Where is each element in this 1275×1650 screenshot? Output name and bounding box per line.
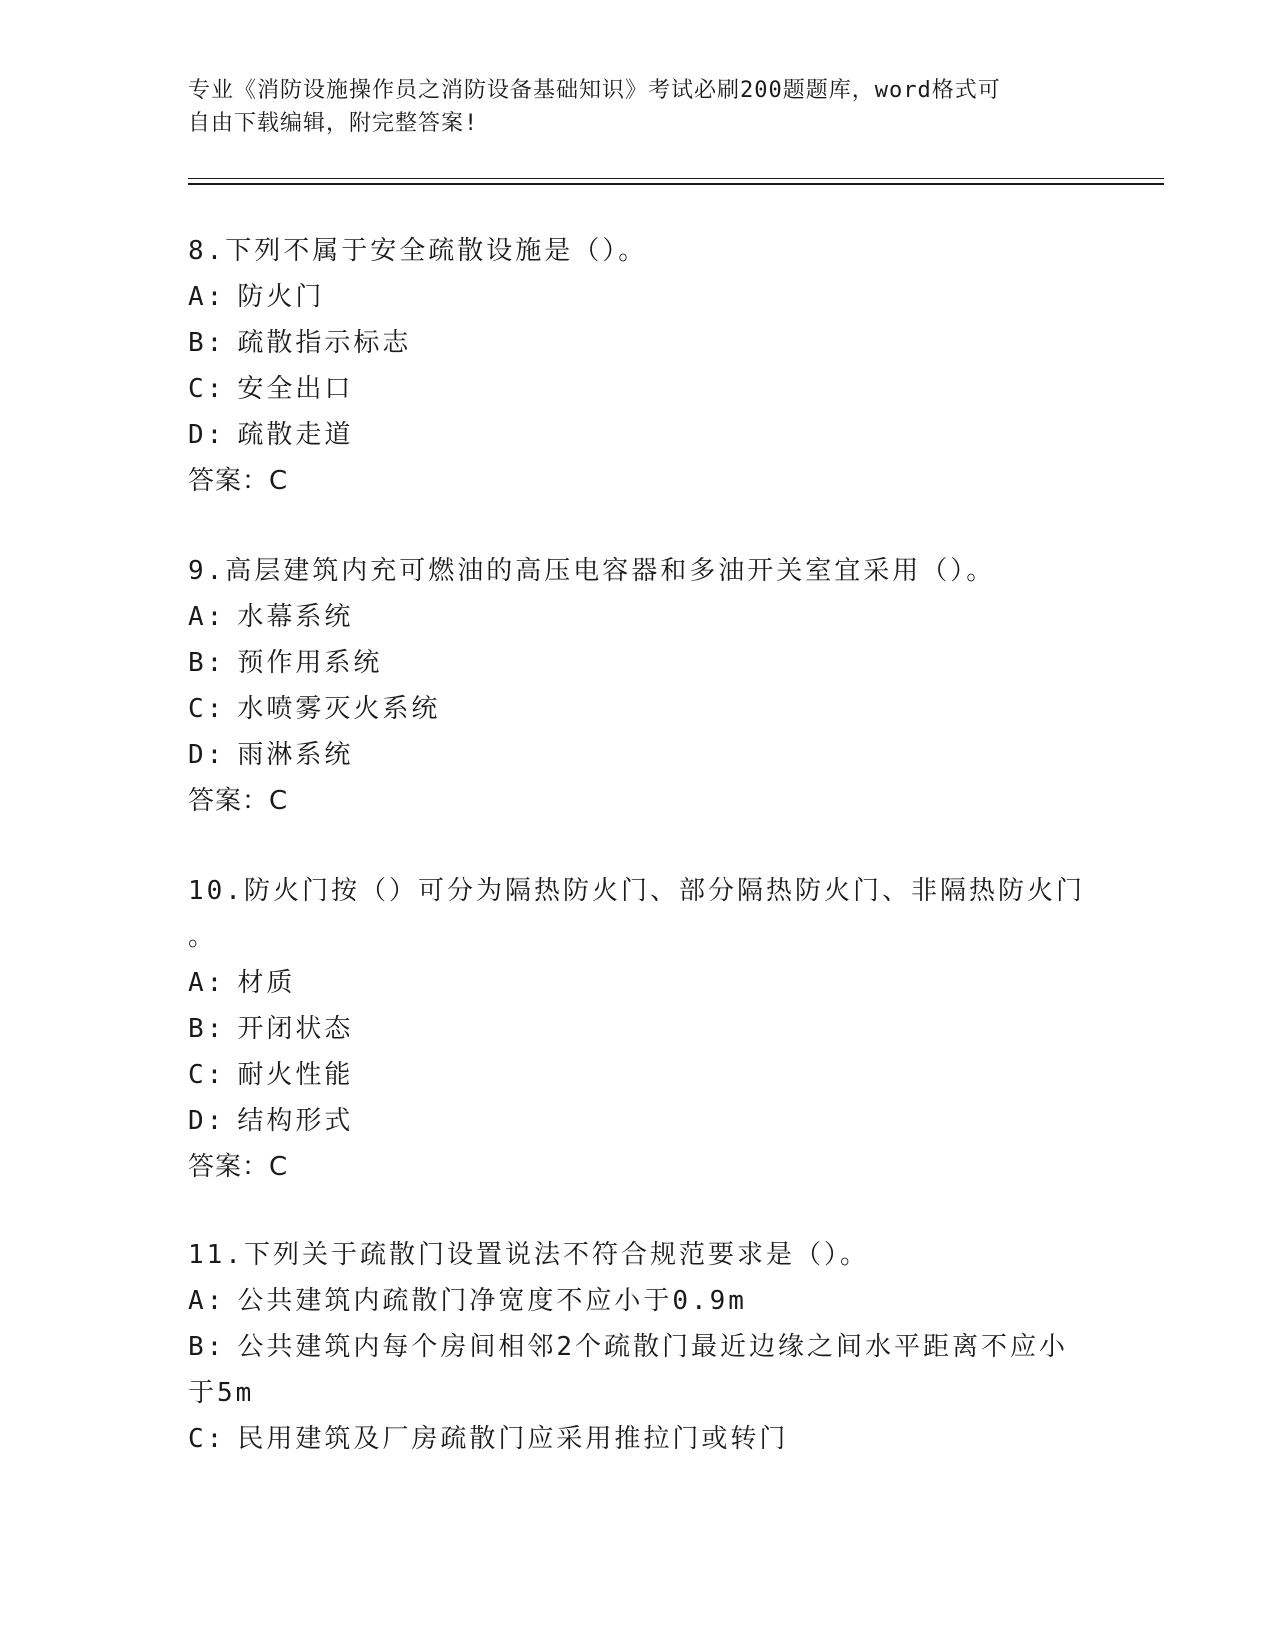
question-10 (188, 868, 1088, 1190)
option-text: 安全出口 (237, 374, 354, 404)
option-text: 耐火性能 (237, 1060, 354, 1090)
option-a (188, 274, 1088, 320)
option-c (188, 686, 1088, 732)
option-text: 疏散指示标志 (237, 328, 412, 358)
document-header (188, 74, 1078, 140)
option-a (188, 960, 1088, 1006)
option-key: D: (188, 1106, 226, 1136)
header-line-1: 专业《消防设施操作员之消防设备基础知识》考试必刷200题题库，word格式可 (188, 78, 1001, 103)
question-stem-line-2: 。 (188, 922, 218, 952)
option-key: C: (188, 374, 226, 404)
option-key: B: (188, 328, 226, 358)
header-divider-thin (188, 178, 1164, 179)
question-stem: 8.下列不属于安全疏散设施是（）。 (188, 236, 648, 266)
option-text: 开闭状态 (237, 1014, 354, 1044)
answer-label: 答案：C (188, 1152, 289, 1182)
question-stem: 11.下列关于疏散门设置说法不符合规范要求是（）。 (188, 1240, 869, 1270)
option-a (188, 1278, 1088, 1324)
option-text: 雨淋系统 (237, 740, 354, 770)
answer-label: 答案：C (188, 466, 289, 496)
option-text: 公共建筑内疏散门净宽度不应小于0.9m (237, 1286, 747, 1316)
option-d (188, 412, 1088, 458)
option-text: 公共建筑内每个房间相邻2个疏散门最近边缘之间水平距离不应小 (237, 1332, 1068, 1362)
header-line-2: 自由下载编辑，附完整答案! (188, 111, 479, 136)
option-key: B: (188, 1014, 226, 1044)
option-b (188, 1324, 1088, 1370)
option-d (188, 732, 1088, 778)
option-text: 民用建筑及厂房疏散门应采用推拉门或转门 (237, 1424, 789, 1454)
question-8 (188, 228, 1088, 504)
option-text: 结构形式 (237, 1106, 354, 1136)
option-c (188, 366, 1088, 412)
option-b (188, 640, 1088, 686)
option-text: 材质 (237, 968, 296, 998)
option-key: B: (188, 648, 226, 678)
option-key: A: (188, 602, 226, 632)
question-stem-line-1: 10.防火门按（）可分为隔热防火门、部分隔热防火门、非隔热防火门 (188, 876, 1085, 906)
option-text: 疏散走道 (237, 420, 354, 450)
answer-label: 答案：C (188, 786, 289, 816)
option-c (188, 1416, 1088, 1462)
option-key: A: (188, 968, 226, 998)
option-b (188, 1006, 1088, 1052)
option-a (188, 594, 1088, 640)
option-key: D: (188, 740, 226, 770)
question-stem: 9.高层建筑内充可燃油的高压电容器和多油开关室宜采用（）。 (188, 556, 996, 586)
option-key: C: (188, 1424, 226, 1454)
option-key: D: (188, 420, 226, 450)
option-text: 预作用系统 (237, 648, 383, 678)
option-c (188, 1052, 1088, 1098)
option-d (188, 1098, 1088, 1144)
option-b-continued: 于5m (188, 1378, 255, 1408)
option-key: A: (188, 1286, 226, 1316)
question-9 (188, 548, 1088, 824)
option-text: 水喷雾灭火系统 (237, 694, 441, 724)
option-text: 防火门 (237, 282, 325, 312)
option-text: 水幕系统 (237, 602, 354, 632)
question-11 (188, 1232, 1088, 1462)
option-b (188, 320, 1088, 366)
header-divider-thick (188, 183, 1164, 185)
option-key: A: (188, 282, 226, 312)
option-key: B: (188, 1332, 226, 1362)
option-key: C: (188, 694, 226, 724)
option-key: C: (188, 1060, 226, 1090)
